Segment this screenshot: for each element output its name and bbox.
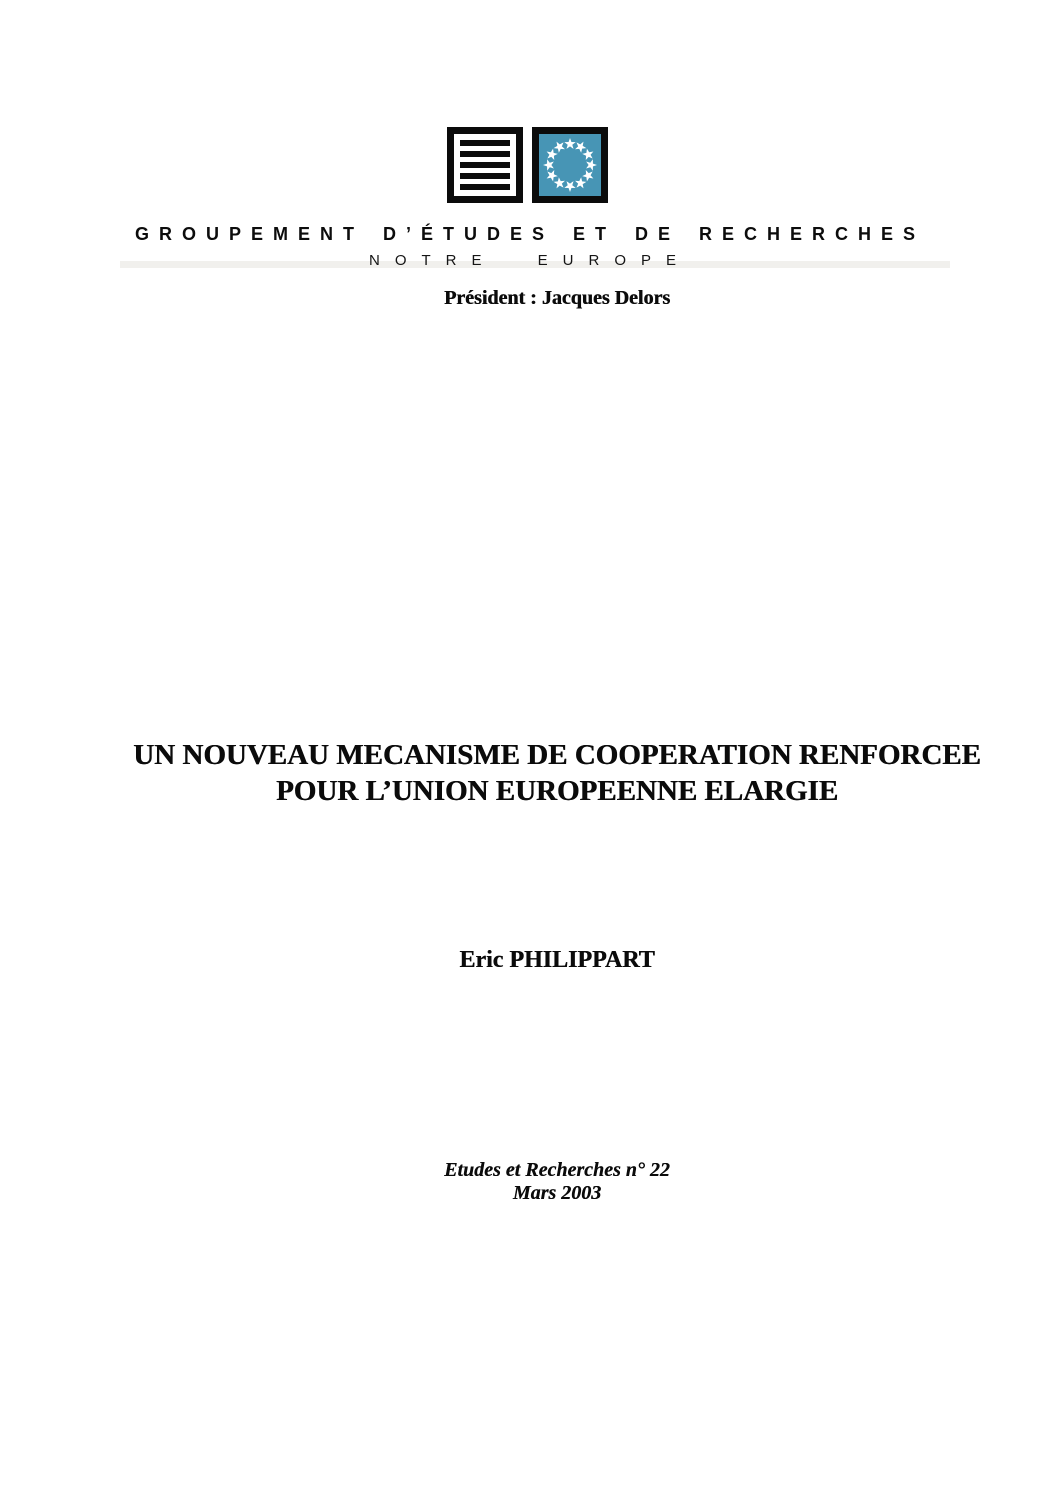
title-line-1: UN NOUVEAU MECANISME DE COOPERATION RENFORCEE <box>133 739 981 771</box>
date-line: Mars 2003 <box>512 1182 602 1204</box>
series-line: Etudes et Recherches n° 22 <box>444 1159 670 1181</box>
author-name: Eric PHILIPPART <box>459 947 655 973</box>
eu-stars-icon <box>532 127 608 203</box>
document-lines-icon <box>447 127 523 203</box>
org-subname: NOTRE EUROPE <box>368 252 691 269</box>
president-line: Président : Jacques Delors <box>443 287 671 309</box>
org-name: GROUPEMENT D’ÉTUDES ET DE RECHERCHES <box>134 224 926 244</box>
document-title <box>54 737 1060 809</box>
imprint <box>54 1159 1060 1205</box>
title-line-2: POUR L’UNION EUROPEENNE ELARGIE <box>275 775 839 807</box>
notre-europe-logo <box>0 127 1057 203</box>
